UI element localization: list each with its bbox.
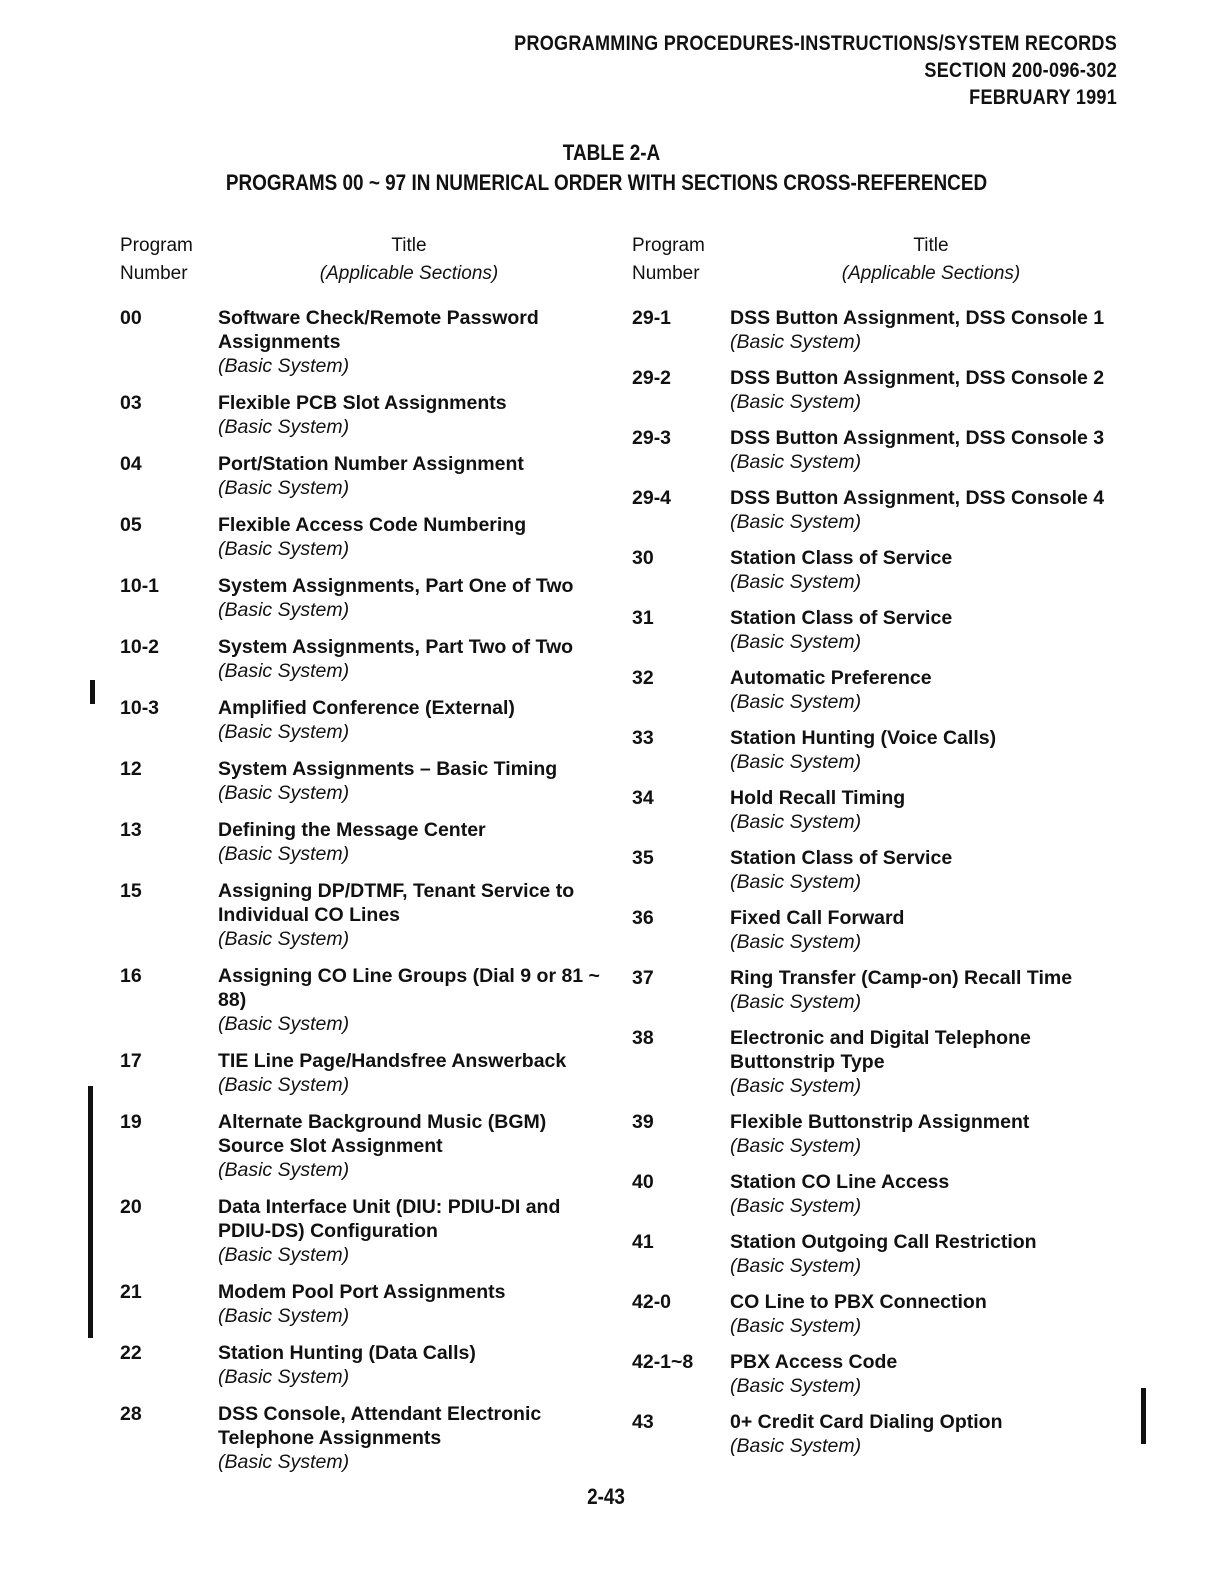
header-number-label: Number <box>120 263 188 284</box>
program-title: System Assignments – Basic Timing <box>218 758 558 780</box>
program-number: 38 <box>632 1027 654 1049</box>
program-number: 15 <box>120 880 142 902</box>
header-program-label: Program <box>120 235 193 256</box>
header-sections-label: (Applicable Sections) <box>841 263 1021 284</box>
program-entry <box>632 426 1132 474</box>
applicable-section: (Basic System) <box>218 416 350 438</box>
applicable-section: (Basic System) <box>730 511 862 533</box>
program-title: Amplified Conference (External) <box>218 697 515 719</box>
applicable-section: (Basic System) <box>218 538 350 560</box>
program-title: Station Outgoing Call Restriction <box>730 1231 1037 1253</box>
program-title: System Assignments, Part One of Two <box>218 575 574 597</box>
applicable-section: (Basic System) <box>218 1244 350 1266</box>
header-title-label: Title <box>391 235 427 256</box>
applicable-section: (Basic System) <box>218 1305 350 1327</box>
program-number: 35 <box>632 847 654 869</box>
program-title: DSS Console, Attendant Electronic Telephone Assignments <box>218 1403 542 1449</box>
program-number: 20 <box>120 1196 142 1218</box>
header-doc-title: PROGRAMMING PROCEDURES-INSTRUCTIONS/SYSTEM RECORDS <box>514 32 1117 55</box>
program-number: 39 <box>632 1111 654 1133</box>
program-entry <box>632 1110 1132 1158</box>
program-number: 40 <box>632 1171 654 1193</box>
program-title: Assigning CO Line Groups (Dial 9 or 81 ~ 88) <box>218 965 600 1011</box>
applicable-section: (Basic System) <box>218 928 350 950</box>
header-program-label: Program <box>632 235 705 256</box>
program-entry <box>120 1110 600 1182</box>
program-entry <box>120 452 600 500</box>
applicable-section: (Basic System) <box>218 721 350 743</box>
program-entry <box>632 1170 1132 1218</box>
applicable-section: (Basic System) <box>730 691 862 713</box>
program-number: 16 <box>120 965 142 987</box>
page-header <box>514 30 1117 111</box>
program-title: Station Class of Service <box>730 847 953 869</box>
program-entry <box>120 635 600 683</box>
revision-bar <box>1141 1388 1146 1444</box>
program-number: 21 <box>120 1281 142 1303</box>
program-entry <box>632 546 1132 594</box>
header-sections-label: (Applicable Sections) <box>319 263 499 284</box>
program-entry <box>632 666 1132 714</box>
program-entry <box>120 1402 600 1474</box>
applicable-section: (Basic System) <box>730 571 862 593</box>
program-number: 12 <box>120 758 142 780</box>
applicable-section: (Basic System) <box>730 1075 862 1097</box>
applicable-section: (Basic System) <box>730 1195 862 1217</box>
program-number: 37 <box>632 967 654 989</box>
program-entry <box>632 1290 1132 1338</box>
program-number: 42-0 <box>632 1291 672 1313</box>
program-title: Electronic and Digital Telephone Buttonstrip Type <box>730 1027 1031 1073</box>
program-number: 04 <box>120 453 142 475</box>
left-column-header <box>120 232 600 288</box>
program-title: Fixed Call Forward <box>730 907 905 929</box>
program-title: Port/Station Number Assignment <box>218 453 524 475</box>
program-title: Defining the Message Center <box>218 819 486 841</box>
program-number: 30 <box>632 547 654 569</box>
program-entry <box>120 696 600 744</box>
program-number: 28 <box>120 1403 142 1425</box>
program-entry <box>632 1026 1132 1098</box>
table-title: TABLE 2-A <box>562 140 661 165</box>
applicable-section: (Basic System) <box>218 1074 350 1096</box>
applicable-section: (Basic System) <box>218 355 350 377</box>
right-column <box>632 232 1132 1470</box>
program-entry <box>120 818 600 866</box>
program-entry <box>120 1341 600 1389</box>
program-number: 19 <box>120 1111 142 1133</box>
program-title: Flexible PCB Slot Assignments <box>218 392 507 414</box>
program-entry <box>120 574 600 622</box>
applicable-section: (Basic System) <box>730 991 862 1013</box>
program-number: 22 <box>120 1342 142 1364</box>
program-title: Assigning DP/DTMF, Tenant Service to Individual CO Lines <box>218 880 575 926</box>
applicable-section: (Basic System) <box>730 1435 862 1457</box>
applicable-section: (Basic System) <box>218 660 350 682</box>
applicable-section: (Basic System) <box>730 871 862 893</box>
program-entry <box>120 757 600 805</box>
header-number-label: Number <box>632 263 700 284</box>
program-entry <box>120 391 600 439</box>
program-number: 10-2 <box>120 636 160 658</box>
right-column-header <box>632 232 1132 288</box>
program-number: 36 <box>632 907 654 929</box>
applicable-section: (Basic System) <box>730 391 862 413</box>
program-title: DSS Button Assignment, DSS Console 4 <box>730 487 1105 509</box>
program-title: DSS Button Assignment, DSS Console 1 <box>730 307 1105 329</box>
program-entry <box>120 879 600 951</box>
program-entry <box>120 964 600 1036</box>
left-column <box>120 232 600 1487</box>
program-entry <box>632 966 1132 1014</box>
program-title: Alternate Background Music (BGM) Source Slot Assignment <box>218 1111 547 1157</box>
program-title: Station Class of Service <box>730 607 953 629</box>
applicable-section: (Basic System) <box>730 331 862 353</box>
program-title: Station Hunting (Voice Calls) <box>730 727 997 749</box>
program-number: 29-3 <box>632 427 672 449</box>
program-number: 43 <box>632 1411 654 1433</box>
program-title: TIE Line Page/Handsfree Answerback <box>218 1050 567 1072</box>
program-number: 17 <box>120 1050 142 1072</box>
program-entry <box>120 513 600 561</box>
right-entry-list <box>632 306 1132 1458</box>
program-entry <box>632 486 1132 534</box>
program-title: Automatic Preference <box>730 667 932 689</box>
header-title-label: Title <box>913 235 949 256</box>
program-number: 05 <box>120 514 142 536</box>
applicable-section: (Basic System) <box>218 782 350 804</box>
page-number: 2-43 <box>587 1484 626 1509</box>
program-title: Data Interface Unit (DIU: PDIU-DI and PDIU-DS) Configuration <box>218 1196 561 1242</box>
program-title: Flexible Access Code Numbering <box>218 514 527 536</box>
applicable-section: (Basic System) <box>218 1159 350 1181</box>
program-entry <box>120 306 600 378</box>
applicable-section: (Basic System) <box>218 599 350 621</box>
program-number: 41 <box>632 1231 654 1253</box>
program-entry <box>632 1230 1132 1278</box>
applicable-section: (Basic System) <box>218 843 350 865</box>
program-number: 10-1 <box>120 575 160 597</box>
program-number: 00 <box>120 307 142 329</box>
applicable-section: (Basic System) <box>730 1375 862 1397</box>
revision-bar <box>90 680 95 704</box>
program-number: 31 <box>632 607 654 629</box>
program-entry <box>632 1410 1132 1458</box>
applicable-section: (Basic System) <box>730 931 862 953</box>
program-entry <box>632 1350 1132 1398</box>
program-entry <box>120 1049 600 1097</box>
revision-bar <box>88 1086 93 1338</box>
program-title: 0+ Credit Card Dialing Option <box>730 1411 1003 1433</box>
program-number: 03 <box>120 392 142 414</box>
program-number: 13 <box>120 819 142 841</box>
program-number: 34 <box>632 787 654 809</box>
program-title: DSS Button Assignment, DSS Console 2 <box>730 367 1105 389</box>
program-number: 33 <box>632 727 654 749</box>
program-entry <box>632 786 1132 834</box>
program-number: 29-2 <box>632 367 672 389</box>
program-title: Software Check/Remote Password Assignments <box>218 307 539 353</box>
left-entry-list <box>120 306 600 1474</box>
program-title: Station CO Line Access <box>730 1171 950 1193</box>
program-title: Modem Pool Port Assignments <box>218 1281 506 1303</box>
program-entry <box>632 306 1132 354</box>
table-subtitle: PROGRAMS 00 ~ 97 IN NUMERICAL ORDER WITH SECTIONS CROSS-REFERENCED <box>225 170 988 195</box>
program-title: DSS Button Assignment, DSS Console 3 <box>730 427 1105 449</box>
applicable-section: (Basic System) <box>218 477 350 499</box>
page-footer <box>0 1484 1213 1510</box>
program-entry <box>632 606 1132 654</box>
applicable-section: (Basic System) <box>730 811 862 833</box>
applicable-section: (Basic System) <box>730 751 862 773</box>
applicable-section: (Basic System) <box>730 451 862 473</box>
program-title: Station Class of Service <box>730 547 953 569</box>
program-title: Flexible Buttonstrip Assignment <box>730 1111 1030 1133</box>
program-title: System Assignments, Part Two of Two <box>218 636 574 658</box>
program-title: Ring Transfer (Camp-on) Recall Time <box>730 967 1073 989</box>
program-number: 42-1~8 <box>632 1351 694 1373</box>
program-title: Station Hunting (Data Calls) <box>218 1342 476 1364</box>
program-number: 10-3 <box>120 697 160 719</box>
program-number: 29-1 <box>632 307 672 329</box>
program-entry <box>120 1195 600 1267</box>
applicable-section: (Basic System) <box>730 1135 862 1157</box>
header-section: SECTION 200-096-302 <box>924 59 1117 82</box>
applicable-section: (Basic System) <box>730 1255 862 1277</box>
applicable-section: (Basic System) <box>218 1451 350 1473</box>
program-entry <box>632 906 1132 954</box>
applicable-section: (Basic System) <box>218 1013 350 1035</box>
program-title: PBX Access Code <box>730 1351 898 1373</box>
applicable-section: (Basic System) <box>730 631 862 653</box>
applicable-section: (Basic System) <box>218 1366 350 1388</box>
program-title: CO Line to PBX Connection <box>730 1291 987 1313</box>
program-entry <box>632 846 1132 894</box>
program-title: Hold Recall Timing <box>730 787 906 809</box>
program-number: 29-4 <box>632 487 672 509</box>
table-heading <box>0 138 1213 198</box>
program-number: 32 <box>632 667 654 689</box>
header-date: FEBRUARY 1991 <box>969 86 1117 109</box>
program-entry <box>120 1280 600 1328</box>
program-entry <box>632 366 1132 414</box>
program-entry <box>632 726 1132 774</box>
applicable-section: (Basic System) <box>730 1315 862 1337</box>
